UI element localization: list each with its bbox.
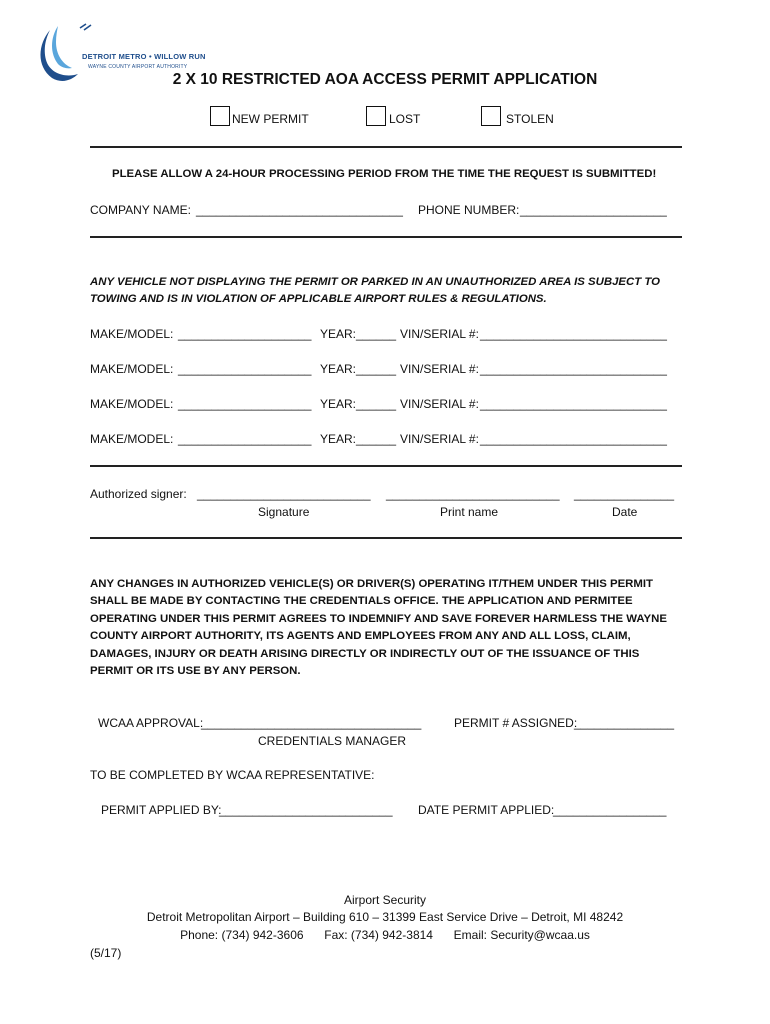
permit-assigned-field[interactable]: _______________ xyxy=(574,716,675,730)
footer-fax: Fax: (734) 942-3814 xyxy=(324,928,433,942)
date-permit-applied-field[interactable]: _________________ xyxy=(553,803,667,817)
new-permit-label: NEW PERMIT xyxy=(232,112,309,126)
revision-date: (5/17) xyxy=(90,946,122,960)
year-field[interactable]: ______ xyxy=(356,397,397,411)
liability-line: PERMIT OR ITS USE BY ANY PERSON. xyxy=(90,665,301,678)
year-field[interactable]: ______ xyxy=(356,432,397,446)
liability-line: SHALL BE MADE BY CONTACTING THE CREDENTIALS OFFICE. THE APPLICATION AND PERMITEE xyxy=(90,595,633,608)
print-name-caption: Print name xyxy=(440,505,499,519)
towing-warning-line1: ANY VEHICLE NOT DISPLAYING THE PERMIT OR PARKED IN AN UNAUTHORIZED AREA IS SUBJECT TO xyxy=(90,276,660,288)
print-name-field[interactable]: __________________________ xyxy=(386,487,560,501)
year-label: YEAR: xyxy=(320,397,357,411)
make-model-field[interactable]: ____________________ xyxy=(178,432,312,446)
make-model-field[interactable]: ____________________ xyxy=(178,362,312,376)
permit-assigned-label: PERMIT # ASSIGNED: xyxy=(454,716,578,730)
liability-line: ANY CHANGES IN AUTHORIZED VEHICLE(S) OR DRIVER(S) OPERATING IT/THEM UNDER THIS PERMIT xyxy=(90,578,654,590)
liability-line: COUNTY AIRPORT AUTHORITY, ITS AGENTS AND EMPLOYEES FROM ANY AND ALL LOSS, CLAIM, xyxy=(90,630,631,643)
vin-field[interactable]: ____________________________ xyxy=(480,362,667,376)
footer-contact xyxy=(0,928,770,942)
wcaa-approval-label: WCAA APPROVAL: xyxy=(98,716,204,730)
footer-department: Airport Security xyxy=(343,893,427,907)
year-label: YEAR: xyxy=(320,362,357,376)
vin-field[interactable]: ____________________________ xyxy=(480,397,667,411)
new-permit-checkbox[interactable] xyxy=(210,106,230,126)
wcaa-approval-field[interactable]: _________________________________ xyxy=(201,716,422,730)
lost-checkbox[interactable] xyxy=(366,106,386,126)
vin-label: VIN/SERIAL #: xyxy=(400,432,479,446)
date-caption: Date xyxy=(612,505,638,519)
date-permit-applied-label: DATE PERMIT APPLIED: xyxy=(418,803,555,817)
divider xyxy=(90,236,682,238)
phone-number-label: PHONE NUMBER: xyxy=(418,203,520,217)
vin-label: VIN/SERIAL #: xyxy=(400,327,479,341)
credentials-manager-caption: CREDENTIALS MANAGER xyxy=(258,734,407,748)
vin-field[interactable]: ____________________________ xyxy=(480,432,667,446)
wcaa-representative-note: TO BE COMPLETED BY WCAA REPRESENTATIVE: xyxy=(90,768,375,782)
year-field[interactable]: ______ xyxy=(356,327,397,341)
signature-caption: Signature xyxy=(258,505,310,519)
year-label: YEAR: xyxy=(320,327,357,341)
company-name-field[interactable]: _______________________________ xyxy=(196,203,403,217)
make-model-label: MAKE/MODEL: xyxy=(90,327,174,341)
phone-number-field[interactable]: ______________________ xyxy=(520,203,667,217)
divider xyxy=(90,146,682,148)
authorized-signer-label: Authorized signer: xyxy=(90,487,187,501)
permit-applied-by-field[interactable]: __________________________ xyxy=(219,803,393,817)
make-model-label: MAKE/MODEL: xyxy=(90,432,174,446)
stolen-checkbox[interactable] xyxy=(481,106,501,126)
towing-warning-line2: TOWING AND IS IN VIOLATION OF APPLICABLE AIRPORT RULES & REGULATIONS. xyxy=(90,293,547,305)
make-model-label: MAKE/MODEL: xyxy=(90,362,174,376)
signer-date-field[interactable]: _______________ xyxy=(574,487,675,501)
logo-name-line: DETROIT METRO • WILLOW RUN xyxy=(82,52,206,61)
make-model-label: MAKE/MODEL: xyxy=(90,397,174,411)
vin-field[interactable]: ____________________________ xyxy=(480,327,667,341)
signature-field[interactable]: __________________________ xyxy=(197,487,371,501)
make-model-field[interactable]: ____________________ xyxy=(178,327,312,341)
permit-applied-by-label: PERMIT APPLIED BY: xyxy=(101,803,222,817)
make-model-field[interactable]: ____________________ xyxy=(178,397,312,411)
footer-address: Detroit Metropolitan Airport – Building 610 – 31399 East Service Drive – Detroit, MI 48242 xyxy=(146,910,624,924)
year-field[interactable]: ______ xyxy=(356,362,397,376)
processing-notice: PLEASE ALLOW A 24-HOUR PROCESSING PERIOD FROM THE TIME THE REQUEST IS SUBMITTED! xyxy=(112,168,657,180)
vin-label: VIN/SERIAL #: xyxy=(400,362,479,376)
vin-label: VIN/SERIAL #: xyxy=(400,397,479,411)
year-label: YEAR: xyxy=(320,432,357,446)
form-title: 2 X 10 RESTRICTED AOA ACCESS PERMIT APPLICATION xyxy=(172,71,598,88)
logo-sub-line: WAYNE COUNTY AIRPORT AUTHORITY xyxy=(88,64,188,70)
liability-line: OPERATING UNDER THIS PERMIT AGREES TO INDEMNIFY AND SAVE FOREVER HARMLESS THE WAYNE xyxy=(90,612,667,625)
footer-email[interactable]: Email: Security@wcaa.us xyxy=(453,928,590,942)
company-name-label: COMPANY NAME: xyxy=(90,203,191,217)
lost-label: LOST xyxy=(389,112,421,126)
liability-line: DAMAGES, INJURY OR DEATH ARISING DIRECTLY OR INDIRECTLY OUT OF THE ISSUANCE OF THIS xyxy=(90,647,640,660)
footer-phone: Phone: (734) 942-3606 xyxy=(180,928,304,942)
divider xyxy=(90,465,682,467)
stolen-label: STOLEN xyxy=(506,112,554,126)
liability-statement xyxy=(90,576,682,680)
divider xyxy=(90,537,682,539)
